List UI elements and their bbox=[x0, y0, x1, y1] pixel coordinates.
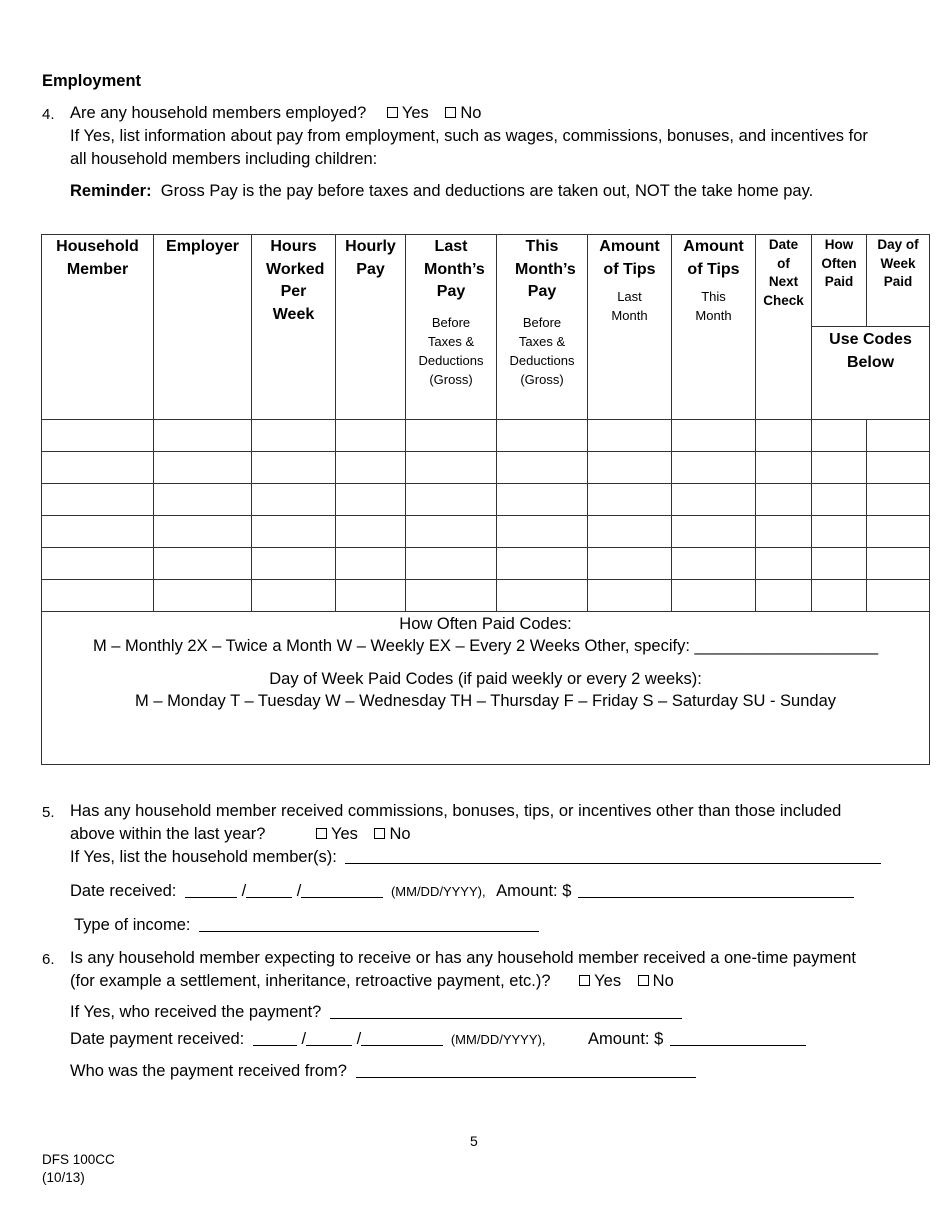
cell-tips-this[interactable] bbox=[672, 580, 756, 612]
cell-tips-last[interactable] bbox=[588, 484, 672, 516]
cell-day-of-week[interactable] bbox=[867, 580, 930, 612]
q5-date-day-field[interactable] bbox=[246, 882, 292, 898]
q6-from-row bbox=[70, 1060, 696, 1082]
q4-yes-checkbox[interactable] bbox=[387, 102, 429, 124]
cell-hourly-pay[interactable] bbox=[336, 516, 406, 548]
codes-row bbox=[42, 612, 930, 765]
col-tips-last-month: Amount of Tips Last Month bbox=[588, 235, 672, 420]
q6-date-label: Date payment received: bbox=[70, 1030, 245, 1048]
q5-type-row bbox=[74, 914, 539, 936]
cell-hours[interactable] bbox=[252, 420, 336, 452]
cell-hourly-pay[interactable] bbox=[336, 452, 406, 484]
q5-yes-label: Yes bbox=[330, 825, 358, 843]
q5-date-format: (MM/DD/YYYY), bbox=[390, 884, 486, 899]
cell-household-member[interactable] bbox=[42, 452, 154, 484]
cell-employer[interactable] bbox=[154, 484, 252, 516]
cell-tips-last[interactable] bbox=[588, 548, 672, 580]
q6-date-format: (MM/DD/YYYY), bbox=[450, 1032, 546, 1047]
q6-amount-field[interactable] bbox=[670, 1030, 806, 1046]
cell-this-month-pay[interactable] bbox=[497, 420, 588, 452]
q5-household-members-field[interactable] bbox=[345, 848, 881, 864]
reminder-label: Reminder: bbox=[70, 182, 152, 200]
q4-no-label: No bbox=[460, 104, 482, 122]
cell-next-check[interactable] bbox=[756, 548, 812, 580]
q4-no-checkbox[interactable] bbox=[445, 102, 481, 124]
col-day-of-week-paid: Day of Week Paid bbox=[877, 237, 919, 289]
cell-employer[interactable] bbox=[154, 548, 252, 580]
col-hours: Hours Worked Per Week bbox=[252, 235, 336, 420]
cell-household-member[interactable] bbox=[42, 420, 154, 452]
cell-next-check[interactable] bbox=[756, 452, 812, 484]
cell-how-often[interactable] bbox=[812, 452, 867, 484]
table-header-row bbox=[42, 235, 930, 420]
q5-date-label: Date received: bbox=[70, 882, 177, 900]
q5-type-field[interactable] bbox=[199, 916, 539, 932]
cell-this-month-pay[interactable] bbox=[497, 452, 588, 484]
col-paid-codes bbox=[812, 235, 930, 420]
checkbox-icon bbox=[445, 107, 456, 118]
form-date: (10/13) bbox=[42, 1170, 85, 1185]
how-often-codes-line: M – Monthly 2X – Twice a Month W – Weekly EX – Every 2 Weeks Other, specify: ____________________ bbox=[92, 637, 879, 655]
cell-day-of-week[interactable] bbox=[867, 452, 930, 484]
q6-date-month-field[interactable] bbox=[253, 1030, 297, 1046]
cell-household-member[interactable] bbox=[42, 580, 154, 612]
q4-reminder bbox=[70, 180, 813, 202]
col-next-check: Date of Next Check bbox=[756, 235, 812, 420]
q6-who-field[interactable] bbox=[330, 1003, 682, 1019]
cell-how-often[interactable] bbox=[812, 548, 867, 580]
q6-date-year-field[interactable] bbox=[361, 1030, 443, 1046]
section-title: Employment bbox=[42, 72, 142, 90]
q4-instruction-1: If Yes, list information about pay from employment, such as wages, commissions, bonuses, and incentives for bbox=[70, 127, 868, 145]
cell-next-check[interactable] bbox=[756, 580, 812, 612]
cell-this-month-pay[interactable] bbox=[497, 580, 588, 612]
cell-day-of-week[interactable] bbox=[867, 548, 930, 580]
col-household-member: Household Member bbox=[42, 235, 154, 420]
cell-day-of-week[interactable] bbox=[867, 516, 930, 548]
q6-yes-checkbox[interactable] bbox=[579, 970, 621, 992]
q6-from-label: Who was the payment received from? bbox=[70, 1062, 347, 1080]
cell-tips-this[interactable] bbox=[672, 420, 756, 452]
cell-hours[interactable] bbox=[252, 452, 336, 484]
checkbox-icon bbox=[374, 828, 385, 839]
col-last-month-pay: Last Month’s Pay Before Taxes & Deductions (Gross) bbox=[406, 235, 497, 420]
cell-tips-this[interactable] bbox=[672, 484, 756, 516]
paid-codes-legend bbox=[42, 612, 930, 765]
col-hourly-pay: Hourly Pay bbox=[336, 235, 406, 420]
q6-number: 6. bbox=[42, 951, 55, 968]
cell-hours[interactable] bbox=[252, 516, 336, 548]
q6-no-checkbox[interactable] bbox=[638, 970, 674, 992]
cell-hours[interactable] bbox=[252, 580, 336, 612]
q5-list-row bbox=[70, 846, 881, 868]
cell-how-often[interactable] bbox=[812, 420, 867, 452]
q6-who-row bbox=[70, 1001, 682, 1023]
cell-last-month-pay[interactable] bbox=[406, 452, 497, 484]
q5-amount-field[interactable] bbox=[578, 882, 854, 898]
q6-date-row: Date payment received: / / (MM/DD/YYYY), Amount: $ bbox=[70, 1028, 806, 1050]
cell-hourly-pay[interactable] bbox=[336, 548, 406, 580]
cell-hours[interactable] bbox=[252, 548, 336, 580]
col-how-often-paid: How Often Paid bbox=[812, 235, 867, 326]
checkbox-icon bbox=[387, 107, 398, 118]
col-employer: Employer bbox=[154, 235, 252, 420]
q5-yes-checkbox[interactable] bbox=[316, 823, 358, 845]
q5-line-1: Has any household member received commissions, bonuses, tips, or incentives other than those included bbox=[70, 802, 842, 820]
cell-hourly-pay[interactable] bbox=[336, 580, 406, 612]
cell-last-month-pay[interactable] bbox=[406, 548, 497, 580]
table-row bbox=[42, 580, 930, 612]
cell-last-month-pay[interactable] bbox=[406, 420, 497, 452]
cell-tips-last[interactable] bbox=[588, 580, 672, 612]
checkbox-icon bbox=[316, 828, 327, 839]
q6-no-label: No bbox=[652, 972, 674, 990]
reminder-text: Gross Pay is the pay before taxes and deductions are taken out, NOT the take home pay. bbox=[160, 182, 814, 200]
cell-household-member[interactable] bbox=[42, 516, 154, 548]
cell-this-month-pay[interactable] bbox=[497, 484, 588, 516]
cell-day-of-week[interactable] bbox=[867, 420, 930, 452]
day-codes-line: M – Monday T – Tuesday W – Wednesday TH – Thursday F – Friday S – Saturday SU - Sunday bbox=[135, 692, 836, 710]
cell-tips-last[interactable] bbox=[588, 452, 672, 484]
q6-date-day-field[interactable] bbox=[306, 1030, 352, 1046]
cell-last-month-pay[interactable] bbox=[406, 516, 497, 548]
form-id: DFS 100CC bbox=[42, 1152, 115, 1167]
cell-household-member[interactable] bbox=[42, 484, 154, 516]
checkbox-icon bbox=[579, 975, 590, 986]
cell-employer[interactable] bbox=[154, 452, 252, 484]
cell-how-often[interactable] bbox=[812, 516, 867, 548]
cell-employer[interactable] bbox=[154, 420, 252, 452]
day-codes-title: Day of Week Paid Codes (if paid weekly or every 2 weeks): bbox=[269, 670, 702, 688]
cell-tips-this[interactable] bbox=[672, 548, 756, 580]
q4-question: Are any household members employed? bbox=[70, 104, 367, 122]
cell-employer[interactable] bbox=[154, 516, 252, 548]
q5-list-label: If Yes, list the household member(s): bbox=[70, 848, 337, 866]
cell-hourly-pay[interactable] bbox=[336, 420, 406, 452]
q4-yes-label: Yes bbox=[401, 104, 429, 122]
table-row bbox=[42, 548, 930, 580]
q5-date-row: Date received: / / (MM/DD/YYYY), Amount: $ bbox=[70, 880, 854, 902]
cell-tips-last[interactable] bbox=[588, 420, 672, 452]
q5-number: 5. bbox=[42, 804, 55, 821]
q6-line-2: (for example a settlement, inheritance, retroactive payment, etc.)? bbox=[70, 972, 551, 990]
table-row bbox=[42, 420, 930, 452]
q4-instruction-2: all household members including children: bbox=[70, 150, 378, 168]
q4-question-row bbox=[70, 102, 481, 124]
cell-employer[interactable] bbox=[154, 580, 252, 612]
q6-amount-label: Amount: $ bbox=[588, 1030, 664, 1048]
q5-date-month-field[interactable] bbox=[185, 882, 237, 898]
q5-no-checkbox[interactable] bbox=[374, 823, 410, 845]
cell-tips-this[interactable] bbox=[672, 516, 756, 548]
cell-next-check[interactable] bbox=[756, 420, 812, 452]
use-codes-below: Use Codes Below bbox=[812, 326, 929, 374]
q5-no-label: No bbox=[389, 825, 411, 843]
cell-next-check[interactable] bbox=[756, 516, 812, 548]
cell-this-month-pay[interactable] bbox=[497, 516, 588, 548]
col-this-month-pay: This Month’s Pay Before Taxes & Deductions (Gross) bbox=[497, 235, 588, 420]
col-tips-this-month: Amount of Tips This Month bbox=[672, 235, 756, 420]
cell-household-member[interactable] bbox=[42, 548, 154, 580]
table-row bbox=[42, 452, 930, 484]
checkbox-icon bbox=[638, 975, 649, 986]
q5-type-label: Type of income: bbox=[74, 916, 191, 934]
table-row bbox=[42, 484, 930, 516]
cell-this-month-pay[interactable] bbox=[497, 548, 588, 580]
cell-how-often[interactable] bbox=[812, 484, 867, 516]
table-row bbox=[42, 516, 930, 548]
q4-number: 4. bbox=[42, 106, 55, 123]
cell-hours[interactable] bbox=[252, 484, 336, 516]
page-number: 5 bbox=[470, 1133, 478, 1149]
paid-codes-subheaders bbox=[812, 235, 929, 326]
cell-tips-this[interactable] bbox=[672, 452, 756, 484]
q6-line-2-row bbox=[70, 970, 674, 992]
q6-who-label: If Yes, who received the payment? bbox=[70, 1003, 322, 1021]
cell-tips-last[interactable] bbox=[588, 516, 672, 548]
how-often-codes-title: How Often Paid Codes: bbox=[399, 615, 572, 633]
q6-line-1: Is any household member expecting to receive or has any household member received a one-time payment bbox=[70, 949, 857, 967]
q5-date-year-field[interactable] bbox=[301, 882, 383, 898]
q5-amount-label: Amount: $ bbox=[496, 882, 572, 900]
q6-from-field[interactable] bbox=[356, 1062, 696, 1078]
q5-line-2: above within the last year? bbox=[70, 825, 266, 843]
cell-how-often[interactable] bbox=[812, 580, 867, 612]
cell-last-month-pay[interactable] bbox=[406, 580, 497, 612]
cell-next-check[interactable] bbox=[756, 484, 812, 516]
employment-table bbox=[41, 234, 930, 765]
q5-line-2-row bbox=[70, 823, 411, 845]
cell-day-of-week[interactable] bbox=[867, 484, 930, 516]
cell-last-month-pay[interactable] bbox=[406, 484, 497, 516]
q6-yes-label: Yes bbox=[594, 972, 622, 990]
cell-hourly-pay[interactable] bbox=[336, 484, 406, 516]
